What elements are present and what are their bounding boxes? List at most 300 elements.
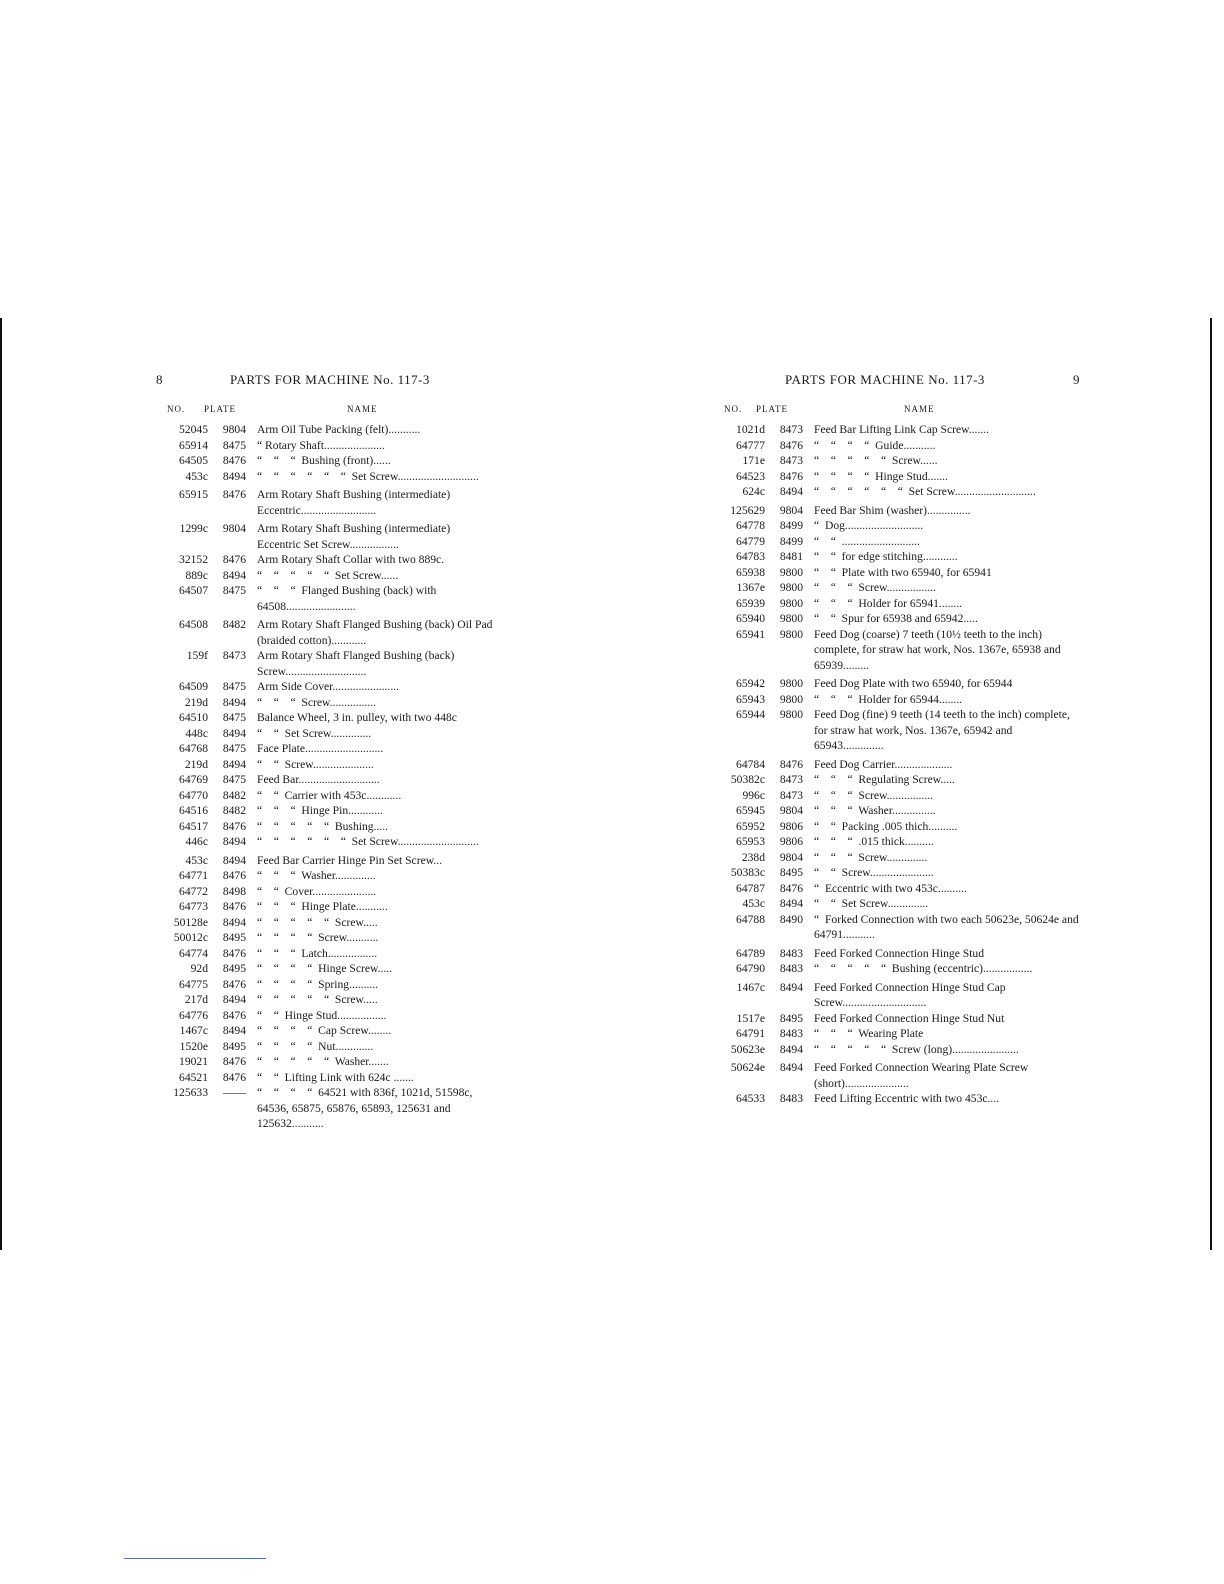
table-row bbox=[153, 1070, 493, 1086]
page-title: PARTS FOR MACHINE No. 117-3 bbox=[230, 372, 430, 387]
table-row bbox=[710, 819, 1080, 835]
table-row bbox=[153, 1054, 493, 1070]
table-row bbox=[710, 1011, 1080, 1027]
table-row bbox=[710, 850, 1080, 866]
part-number: 64772 bbox=[179, 884, 208, 898]
table-row bbox=[710, 453, 1080, 469]
table-row bbox=[153, 487, 493, 518]
scan-edge-right bbox=[1210, 318, 1212, 1250]
table-row bbox=[710, 438, 1080, 454]
part-number: 453c bbox=[185, 469, 208, 483]
plate-number: 8494 bbox=[779, 1042, 803, 1056]
table-row bbox=[710, 961, 1080, 977]
table-row bbox=[710, 1026, 1080, 1042]
table-row bbox=[153, 552, 493, 568]
part-number: 64516 bbox=[179, 804, 208, 817]
plate-number: 8494 bbox=[222, 915, 246, 929]
table-row bbox=[710, 422, 1080, 438]
part-name: “ “ Carrier with 453c............ bbox=[257, 788, 402, 802]
plate-number: 9800 bbox=[779, 677, 803, 690]
part-name: Feed Forked Connection Hinge Stud Cap Screw............................. bbox=[814, 980, 1009, 1009]
part-number: 50382c bbox=[730, 773, 765, 786]
part-number: 64768 bbox=[179, 742, 208, 755]
plate-number: 9800 bbox=[779, 627, 803, 641]
table-row bbox=[710, 834, 1080, 850]
part-name: “ “ “ “ “ Screw..... bbox=[257, 993, 378, 1006]
table-row bbox=[153, 977, 493, 993]
part-number: 64521 bbox=[179, 1070, 208, 1084]
column-headers bbox=[153, 404, 493, 422]
plate-number: 8475 bbox=[222, 438, 246, 452]
plate-number: 8475 bbox=[222, 711, 246, 724]
part-name: “ “ for edge stitching............ bbox=[814, 550, 958, 563]
plate-number: 8476 bbox=[222, 900, 246, 913]
part-name: “ “ Spur for 65938 and 65942..... bbox=[814, 612, 978, 625]
part-name: “ Forked Connection with two each 50623e, 50624e and 64791........... bbox=[814, 912, 1082, 941]
part-number: 64769 bbox=[179, 773, 208, 786]
table-row bbox=[710, 484, 1080, 500]
table-row bbox=[153, 741, 493, 757]
table-row bbox=[153, 757, 493, 773]
table-row bbox=[153, 868, 493, 884]
part-number: 64510 bbox=[179, 711, 208, 724]
column-headers bbox=[710, 404, 1080, 422]
table-row bbox=[710, 803, 1080, 819]
part-number: 159f bbox=[186, 649, 208, 662]
part-number: 996c bbox=[742, 788, 765, 802]
part-number: 50128e bbox=[173, 915, 208, 929]
table-row bbox=[153, 648, 493, 679]
part-name: “ “ Screw..................... bbox=[257, 757, 374, 771]
plate-number: 8494 bbox=[222, 1024, 246, 1037]
plate-number: 9800 bbox=[779, 565, 803, 579]
plate-number: 8473 bbox=[222, 649, 246, 662]
part-number: 125629 bbox=[730, 503, 765, 517]
plate-number: 8499 bbox=[779, 534, 803, 548]
part-name: “ “ “ “ “ “ Set Screw............................ bbox=[257, 469, 479, 483]
table-row bbox=[710, 946, 1080, 962]
part-number: 64783 bbox=[736, 550, 765, 563]
plate-number: 8476 bbox=[222, 1055, 246, 1068]
table-row bbox=[153, 884, 493, 900]
part-name: “ “ Lifting Link with 624c ....... bbox=[257, 1070, 414, 1084]
table-row bbox=[153, 695, 493, 711]
table-row bbox=[710, 549, 1080, 565]
plate-number: 8494 bbox=[222, 853, 246, 867]
part-number: 65942 bbox=[736, 677, 765, 690]
plate-number: 9800 bbox=[779, 581, 803, 594]
part-name: Feed Bar............................ bbox=[257, 773, 380, 786]
plate-number: 8494 bbox=[779, 485, 803, 498]
page-number: 9 bbox=[1073, 372, 1080, 387]
part-name: “ “ “ “ Screw........... bbox=[257, 931, 379, 944]
plate-number: 8495 bbox=[222, 962, 246, 975]
part-name: Arm Rotary Shaft Flanged Bushing (back) Oil Pad (braided cotton)............ bbox=[257, 618, 496, 647]
part-number: 171e bbox=[742, 454, 765, 467]
part-number: 64791 bbox=[736, 1027, 765, 1040]
plate-number: 8498 bbox=[222, 884, 246, 898]
table-row bbox=[153, 453, 493, 469]
decorative-underline bbox=[124, 1558, 266, 1559]
plate-number: 8476 bbox=[222, 946, 246, 960]
part-number: 125633 bbox=[173, 1086, 208, 1099]
part-number: 1467c bbox=[179, 1024, 208, 1037]
plate-number: 9800 bbox=[779, 708, 803, 721]
table-row bbox=[153, 726, 493, 742]
plate-number: 8483 bbox=[779, 946, 803, 960]
part-number: 64776 bbox=[179, 1008, 208, 1022]
plate-number: 9804 bbox=[779, 804, 803, 817]
plate-number: 8475 bbox=[222, 742, 246, 755]
plate-number: 8482 bbox=[222, 618, 246, 631]
part-number: 64790 bbox=[736, 962, 765, 975]
table-row bbox=[153, 834, 493, 850]
plate-number: 9804 bbox=[222, 522, 246, 535]
part-name: Feed Lifting Eccentric with two 453c.... bbox=[814, 1092, 1000, 1105]
table-row bbox=[153, 788, 493, 804]
part-name: “ “ Set Screw.............. bbox=[814, 897, 929, 910]
plate-number: 9800 bbox=[779, 612, 803, 625]
part-name: Arm Rotary Shaft Collar with two 889c. bbox=[257, 553, 445, 566]
table-row bbox=[710, 565, 1080, 581]
table-row bbox=[710, 788, 1080, 804]
table-row bbox=[710, 757, 1080, 773]
table-row bbox=[153, 422, 493, 438]
part-name: “ “ “ “ Guide........... bbox=[814, 438, 936, 452]
table-row bbox=[153, 469, 493, 485]
part-name: Arm Rotary Shaft Flanged Bushing (back) Screw............................ bbox=[257, 649, 458, 678]
part-number: 453c bbox=[185, 853, 208, 867]
part-name: “ “ “ Washer............... bbox=[814, 804, 936, 817]
table-row bbox=[153, 1039, 493, 1055]
part-name: Feed Dog Plate with two 65940, for 65944 bbox=[814, 677, 1013, 690]
part-number: 64788 bbox=[736, 912, 765, 926]
column-header-no: NO. bbox=[167, 404, 186, 414]
part-number: 238d bbox=[741, 850, 765, 864]
plate-number: —— bbox=[222, 1086, 246, 1099]
table-row bbox=[153, 772, 493, 788]
table-row bbox=[710, 1091, 1080, 1107]
part-name: “ “ “ “ “ Screw (long)....................... bbox=[814, 1042, 1019, 1056]
plate-number: 8494 bbox=[779, 897, 803, 910]
part-name: “ “ “ Holder for 65941........ bbox=[814, 596, 963, 610]
plate-number: 9804 bbox=[222, 423, 246, 436]
part-number: 217d bbox=[184, 993, 208, 1006]
part-name: “ “ “ Washer.............. bbox=[257, 869, 376, 882]
part-number: 32152 bbox=[179, 553, 208, 566]
plate-number: 8481 bbox=[779, 550, 803, 563]
column-header-plate: PLATE bbox=[204, 404, 236, 414]
table-row bbox=[153, 679, 493, 695]
plate-number: 8495 bbox=[779, 866, 803, 879]
table-row bbox=[710, 627, 1080, 674]
part-number: 50383c bbox=[730, 866, 765, 879]
part-name: “ Dog........................... bbox=[814, 519, 924, 532]
plate-number: 9800 bbox=[779, 692, 803, 706]
part-number: 65914 bbox=[179, 438, 208, 452]
part-name: Feed Dog (coarse) 7 teeth (10½ teeth to the inch) complete, for straw hat work, Nos. 1367e, 65938 and 65939......... bbox=[814, 627, 1064, 672]
plate-number: 8490 bbox=[779, 912, 803, 926]
table-row bbox=[710, 596, 1080, 612]
plate-number: 8476 bbox=[222, 869, 246, 882]
part-number: 19021 bbox=[179, 1055, 208, 1068]
part-number: 65953 bbox=[736, 835, 765, 848]
part-name: “ “ “ Hinge Pin............ bbox=[257, 804, 383, 817]
plate-number: 9804 bbox=[779, 850, 803, 864]
table-row bbox=[710, 692, 1080, 708]
plate-number: 8476 bbox=[779, 469, 803, 483]
plate-number: 8499 bbox=[779, 519, 803, 532]
table-row bbox=[710, 676, 1080, 692]
part-name: “ “ Screw...................... bbox=[814, 866, 934, 879]
page-header bbox=[153, 372, 493, 394]
plate-number: 8483 bbox=[779, 1027, 803, 1040]
right-page bbox=[710, 372, 1080, 1107]
table-row bbox=[710, 518, 1080, 534]
part-number: 92d bbox=[190, 962, 208, 975]
plate-number: 8482 bbox=[222, 804, 246, 817]
part-number: 1520e bbox=[179, 1039, 208, 1053]
table-row bbox=[710, 980, 1080, 1011]
part-number: 65944 bbox=[736, 708, 765, 721]
plate-number: 8494 bbox=[222, 469, 246, 483]
table-row bbox=[153, 438, 493, 454]
part-number: 65915 bbox=[179, 488, 208, 501]
table-row bbox=[153, 992, 493, 1008]
part-name: Feed Bar Lifting Link Cap Screw....... bbox=[814, 423, 990, 436]
table-row bbox=[153, 961, 493, 977]
part-name: “ “ “ “ Nut............. bbox=[257, 1039, 374, 1053]
part-name: “ “ “ “ “ “ Set Screw............................ bbox=[257, 835, 479, 848]
part-name: “ “ “ Latch................. bbox=[257, 946, 378, 960]
part-number: 52045 bbox=[179, 423, 208, 436]
plate-number: 8473 bbox=[779, 788, 803, 802]
part-name: Feed Forked Connection Hinge Stud bbox=[814, 946, 985, 960]
part-number: 64784 bbox=[736, 757, 765, 771]
part-name: “ “ “ Screw................ bbox=[814, 788, 934, 802]
plate-number: 8494 bbox=[222, 695, 246, 709]
table-row bbox=[153, 521, 493, 552]
plate-number: 8476 bbox=[222, 977, 246, 991]
part-number: 64787 bbox=[736, 881, 765, 895]
part-name: “ “ “ “ 64521 with 836f, 1021d, 51598c, 64536, 65875, 65876, 65893, 125631 and 125632........... bbox=[257, 1086, 476, 1130]
table-row bbox=[153, 710, 493, 726]
plate-number: 8476 bbox=[222, 1070, 246, 1084]
part-name: Arm Oil Tube Packing (felt)........... bbox=[257, 423, 421, 436]
part-name: “ “ “ “ Hinge Stud....... bbox=[814, 469, 948, 483]
part-name: “ “ Packing .005 thich.......... bbox=[814, 819, 958, 833]
part-number: 64779 bbox=[736, 534, 765, 548]
part-number: 64508 bbox=[179, 618, 208, 631]
part-name: “ “ “ “ “ Screw...... bbox=[814, 454, 938, 467]
part-number: 1467c bbox=[736, 980, 765, 994]
part-name: Feed Dog (fine) 9 teeth (14 teeth to the inch) complete, for straw hat work, Nos. 1367e, 65942 and 65943.............. bbox=[814, 708, 1073, 752]
plate-number: 8483 bbox=[779, 962, 803, 975]
plate-number: 8476 bbox=[222, 1008, 246, 1022]
part-number: 64778 bbox=[736, 519, 765, 532]
part-number: 65938 bbox=[736, 565, 765, 579]
part-number: 1367e bbox=[736, 581, 765, 594]
part-number: 64523 bbox=[736, 469, 765, 483]
parts-table bbox=[710, 422, 1080, 1107]
part-name: “ “ “ “ “ Washer....... bbox=[257, 1055, 389, 1068]
part-name: “ “ “ Screw................ bbox=[257, 695, 377, 709]
plate-number: 8476 bbox=[222, 488, 246, 501]
table-row bbox=[710, 896, 1080, 912]
table-row bbox=[153, 1023, 493, 1039]
part-number: 64509 bbox=[179, 680, 208, 693]
table-row bbox=[153, 853, 493, 869]
part-number: 64533 bbox=[736, 1092, 765, 1105]
table-row bbox=[710, 881, 1080, 897]
column-header-name: NAME bbox=[347, 404, 378, 414]
part-name: “ “ “ “ “ Bushing..... bbox=[257, 819, 389, 833]
part-number: 219d bbox=[184, 757, 208, 771]
part-number: 446c bbox=[185, 835, 208, 848]
plate-number: 8495 bbox=[779, 1011, 803, 1025]
table-row bbox=[710, 1060, 1080, 1091]
part-number: 64517 bbox=[179, 819, 208, 833]
table-row bbox=[153, 930, 493, 946]
part-number: 50624e bbox=[730, 1061, 765, 1074]
part-name: “ “ “ Bushing (front)...... bbox=[257, 454, 391, 467]
table-row bbox=[153, 915, 493, 931]
part-number: 219d bbox=[184, 695, 208, 709]
plate-number: 8476 bbox=[222, 454, 246, 467]
part-name: “ “ “ “ “ Set Screw...... bbox=[257, 568, 399, 582]
part-name: “ “ “ “ “ Bushing (eccentric)................. bbox=[814, 962, 1033, 975]
part-number: 64789 bbox=[736, 946, 765, 960]
part-name: “ “ “ Screw................. bbox=[814, 581, 936, 594]
table-row bbox=[153, 946, 493, 962]
part-name: “ “ Set Screw.............. bbox=[257, 726, 372, 740]
plate-number: 8473 bbox=[779, 423, 803, 436]
part-name: “ “ “ Screw.............. bbox=[814, 850, 928, 864]
part-name: “ “ “ Hinge Plate........... bbox=[257, 900, 388, 913]
part-number: 50623e bbox=[730, 1042, 765, 1056]
table-row bbox=[710, 707, 1080, 754]
part-name: Feed Forked Connection Wearing Plate Screw (short)...................... bbox=[814, 1061, 1032, 1090]
part-number: 65952 bbox=[736, 819, 765, 833]
part-number: 64774 bbox=[179, 946, 208, 960]
column-header-plate: PLATE bbox=[756, 404, 788, 414]
part-name: “ “ “ .015 thick.......... bbox=[814, 835, 934, 848]
part-name: Arm Rotary Shaft Bushing (intermediate) Eccentric.......................... bbox=[257, 488, 454, 517]
table-row bbox=[153, 1085, 493, 1132]
part-name: “ “ “ “ Cap Screw........ bbox=[257, 1024, 392, 1037]
part-name: “ “ Hinge Stud................. bbox=[257, 1008, 387, 1022]
part-name: Feed Dog Carrier.................... bbox=[814, 757, 953, 771]
column-header-no: NO. bbox=[724, 404, 743, 414]
table-row bbox=[153, 617, 496, 648]
part-number: 65943 bbox=[736, 692, 765, 706]
plate-number: 9806 bbox=[779, 835, 803, 848]
plate-number: 8475 bbox=[222, 773, 246, 786]
plate-number: 8476 bbox=[779, 438, 803, 452]
part-name: Feed Forked Connection Hinge Stud Nut bbox=[814, 1011, 1005, 1025]
part-number: 64505 bbox=[179, 454, 208, 467]
parts-table bbox=[153, 422, 496, 1132]
plate-number: 9804 bbox=[779, 503, 803, 517]
part-number: 889c bbox=[185, 568, 208, 582]
plate-number: 8476 bbox=[222, 553, 246, 566]
plate-number: 8494 bbox=[222, 757, 246, 771]
part-number: 64770 bbox=[179, 788, 208, 802]
column-header-name: NAME bbox=[904, 404, 935, 414]
plate-number: 8494 bbox=[222, 568, 246, 582]
part-number: 1517e bbox=[736, 1011, 765, 1025]
table-row bbox=[153, 899, 493, 915]
part-number: 453c bbox=[742, 897, 765, 910]
table-row bbox=[710, 772, 1080, 788]
part-name: “ “ Cover...................... bbox=[257, 884, 377, 898]
part-number: 50012c bbox=[173, 931, 208, 944]
part-number: 64775 bbox=[179, 977, 208, 991]
part-name: “ “ “ “ “ Screw..... bbox=[257, 915, 378, 929]
plate-number: 8494 bbox=[779, 980, 803, 994]
table-row bbox=[710, 469, 1080, 485]
page-header bbox=[710, 372, 1080, 394]
part-number: 65941 bbox=[736, 627, 765, 641]
part-name: “ “ “ “ Hinge Screw..... bbox=[257, 962, 393, 975]
plate-number: 8473 bbox=[779, 454, 803, 467]
plate-number: 9806 bbox=[779, 819, 803, 833]
part-name: “ “ “ “ Spring.......... bbox=[257, 977, 379, 991]
plate-number: 9800 bbox=[779, 596, 803, 610]
part-name: Feed Bar Carrier Hinge Pin Set Screw... bbox=[257, 853, 443, 867]
part-name: Face Plate........................... bbox=[257, 742, 384, 755]
table-row bbox=[710, 1042, 1080, 1058]
part-name: “ “ “ Wearing Plate bbox=[814, 1027, 924, 1040]
plate-number: 8482 bbox=[222, 788, 246, 802]
part-name: “ “ “ Holder for 65944........ bbox=[814, 692, 963, 706]
table-row bbox=[710, 865, 1080, 881]
plate-number: 8476 bbox=[222, 819, 246, 833]
part-name: Feed Bar Shim (washer)............... bbox=[814, 503, 971, 517]
part-number: 65945 bbox=[736, 804, 765, 817]
part-name: “ “ ........................... bbox=[814, 534, 920, 548]
plate-number: 8494 bbox=[222, 726, 246, 740]
part-name: “ Rotary Shaft..................... bbox=[257, 438, 385, 452]
part-number: 64773 bbox=[179, 900, 208, 913]
part-number: 64507 bbox=[179, 584, 208, 597]
part-number: 624c bbox=[742, 485, 765, 498]
table-row bbox=[153, 583, 493, 614]
table-row bbox=[710, 503, 1080, 519]
table-row bbox=[153, 568, 493, 584]
plate-number: 8495 bbox=[222, 1039, 246, 1053]
table-row bbox=[153, 803, 493, 819]
part-number: 64777 bbox=[736, 438, 765, 452]
part-number: 65939 bbox=[736, 596, 765, 610]
plate-number: 8473 bbox=[779, 773, 803, 786]
scan-edge-left bbox=[0, 318, 2, 1250]
part-number: 64771 bbox=[179, 869, 208, 882]
part-name: Arm Rotary Shaft Bushing (intermediate) Eccentric Set Screw................. bbox=[257, 522, 454, 551]
table-row bbox=[710, 580, 1080, 596]
page-title: PARTS FOR MACHINE No. 117-3 bbox=[785, 372, 985, 387]
plate-number: 8483 bbox=[779, 1092, 803, 1105]
part-name: “ “ “ Regulating Screw..... bbox=[814, 773, 955, 786]
plate-number: 8475 bbox=[222, 584, 246, 597]
page-number: 8 bbox=[156, 372, 163, 387]
part-number: 448c bbox=[185, 726, 208, 740]
part-number: 65940 bbox=[736, 612, 765, 625]
part-number: 1299c bbox=[179, 522, 208, 535]
plate-number: 8475 bbox=[222, 680, 246, 693]
table-row bbox=[710, 912, 1080, 943]
table-row bbox=[710, 534, 1080, 550]
